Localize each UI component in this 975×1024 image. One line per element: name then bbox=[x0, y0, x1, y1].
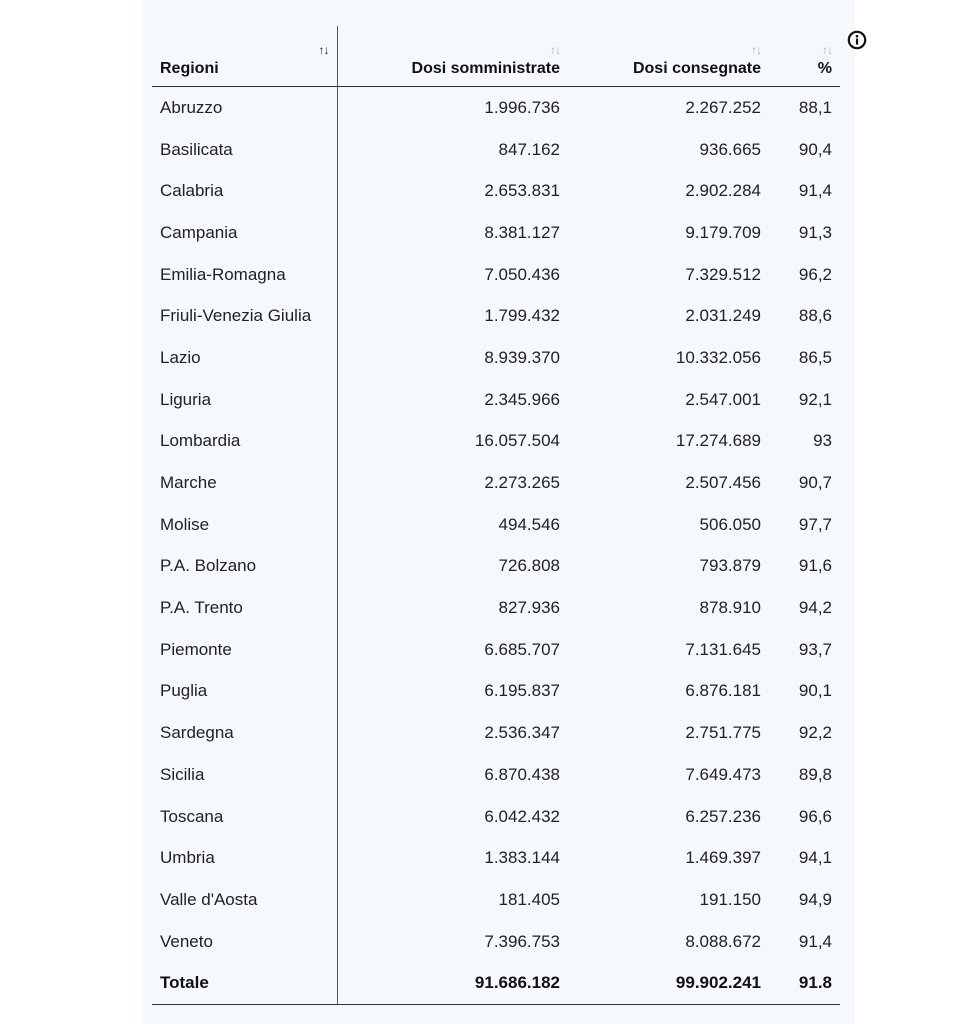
cell-dosi-somministrate: 1.383.144 bbox=[484, 848, 560, 868]
cell-dosi-consegnate: 9.179.709 bbox=[685, 222, 761, 242]
cell-percent: 90,4 bbox=[798, 139, 832, 159]
cell-dosi-consegnate: 10.332.056 bbox=[675, 347, 761, 367]
cell-percent: 92,2 bbox=[798, 723, 832, 743]
sort-arrows-icon[interactable]: ↑↓ bbox=[822, 43, 832, 57]
cell-region: Marche bbox=[152, 462, 337, 504]
cell-dosi-somministrate: 8.939.370 bbox=[484, 347, 560, 367]
cell-region: Valle d'Aosta bbox=[152, 879, 337, 921]
cell-dosi-somministrate: 6.870.438 bbox=[484, 764, 560, 784]
cell-dosi-consegnate: 2.267.252 bbox=[685, 97, 761, 117]
table-row bbox=[152, 212, 840, 254]
header-dosi-consegnate-label: Dosi consegnate bbox=[632, 60, 761, 77]
cell-region: Friuli-Venezia Giulia bbox=[152, 295, 337, 337]
header-percent[interactable] bbox=[769, 26, 840, 87]
cell-dosi-consegnate: 2.902.284 bbox=[685, 181, 761, 201]
table-row bbox=[152, 712, 840, 754]
cell-dosi-somministrate: 6.042.432 bbox=[484, 806, 560, 826]
cell-region: Lombardia bbox=[152, 421, 337, 463]
table-row bbox=[152, 170, 840, 212]
table-row bbox=[152, 504, 840, 546]
cell-percent: 86,5 bbox=[798, 347, 832, 367]
cell-dosi-consegnate: 878.910 bbox=[699, 598, 761, 618]
header-dosi-consegnate[interactable] bbox=[568, 26, 769, 87]
cell-region: Molise bbox=[152, 504, 337, 546]
header-dosi-somministrate-label: Dosi somministrate bbox=[411, 60, 560, 77]
cell-percent: 93,7 bbox=[798, 639, 832, 659]
cell-region: Sardegna bbox=[152, 712, 337, 754]
cell-percent: 94,2 bbox=[798, 598, 832, 618]
table-row bbox=[152, 837, 840, 879]
cell-dosi-somministrate: 8.381.127 bbox=[484, 222, 560, 242]
cell-dosi-somministrate: 2.273.265 bbox=[484, 473, 560, 493]
cell-percent: 93 bbox=[813, 431, 832, 451]
cell-dosi-somministrate: 726.808 bbox=[498, 556, 560, 576]
cell-percent: 91,3 bbox=[798, 222, 832, 242]
cell-dosi-consegnate: 506.050 bbox=[699, 514, 761, 534]
total-consegnate: 99.902.241 bbox=[568, 962, 769, 1004]
cell-region: Piemonte bbox=[152, 629, 337, 671]
header-regioni[interactable] bbox=[152, 26, 337, 87]
cell-region: Toscana bbox=[152, 796, 337, 838]
cell-dosi-consegnate: 7.649.473 bbox=[685, 764, 761, 784]
cell-dosi-somministrate: 6.195.837 bbox=[484, 681, 560, 701]
cell-dosi-somministrate: 181.405 bbox=[498, 889, 560, 909]
table-row bbox=[152, 671, 840, 713]
cell-percent: 90,7 bbox=[798, 473, 832, 493]
sort-arrows-icon[interactable]: ↑↓ bbox=[751, 43, 761, 57]
cell-percent: 88,1 bbox=[798, 97, 832, 117]
cell-dosi-somministrate: 1.996.736 bbox=[484, 97, 560, 117]
table-row bbox=[152, 379, 840, 421]
cell-dosi-somministrate: 2.345.966 bbox=[484, 389, 560, 409]
regional-doses-table bbox=[152, 26, 840, 1005]
cell-percent: 94,9 bbox=[798, 889, 832, 909]
cell-percent: 92,1 bbox=[798, 389, 832, 409]
total-somministrate: 91.686.182 bbox=[337, 962, 568, 1004]
cell-percent: 97,7 bbox=[798, 514, 832, 534]
table-row bbox=[152, 87, 840, 129]
table-row bbox=[152, 295, 840, 337]
cell-region: P.A. Bolzano bbox=[152, 546, 337, 588]
table-row bbox=[152, 546, 840, 588]
cell-percent: 94,1 bbox=[798, 848, 832, 868]
table-row bbox=[152, 796, 840, 838]
cell-dosi-consegnate: 2.507.456 bbox=[685, 473, 761, 493]
info-icon[interactable] bbox=[847, 30, 867, 50]
cell-region: Abruzzo bbox=[152, 87, 337, 129]
cell-dosi-consegnate: 6.876.181 bbox=[685, 681, 761, 701]
cell-dosi-consegnate: 793.879 bbox=[699, 556, 761, 576]
cell-dosi-consegnate: 7.329.512 bbox=[685, 264, 761, 284]
cell-dosi-consegnate: 1.469.397 bbox=[685, 848, 761, 868]
table-row bbox=[152, 754, 840, 796]
cell-region: Basilicata bbox=[152, 129, 337, 171]
table-row bbox=[152, 629, 840, 671]
cell-region: P.A. Trento bbox=[152, 587, 337, 629]
sort-arrows-icon[interactable]: ↑↓ bbox=[550, 43, 560, 57]
cell-region: Campania bbox=[152, 212, 337, 254]
cell-region: Liguria bbox=[152, 379, 337, 421]
cell-region: Veneto bbox=[152, 921, 337, 963]
cell-dosi-consegnate: 191.150 bbox=[699, 889, 761, 909]
cell-dosi-somministrate: 1.799.432 bbox=[484, 306, 560, 326]
table-row bbox=[152, 421, 840, 463]
cell-percent: 90,1 bbox=[798, 681, 832, 701]
table-row bbox=[152, 254, 840, 296]
header-regioni-label: Regioni bbox=[160, 60, 219, 77]
cell-percent: 96,6 bbox=[798, 806, 832, 826]
cell-dosi-somministrate: 2.653.831 bbox=[484, 181, 560, 201]
cell-region: Calabria bbox=[152, 170, 337, 212]
table-body bbox=[152, 87, 840, 1005]
cell-dosi-somministrate: 16.057.504 bbox=[474, 431, 560, 451]
cell-dosi-somministrate: 494.546 bbox=[498, 514, 560, 534]
total-label: Totale bbox=[152, 962, 337, 1004]
cell-dosi-consegnate: 7.131.645 bbox=[685, 639, 761, 659]
cell-region: Puglia bbox=[152, 671, 337, 713]
cell-percent: 91,6 bbox=[798, 556, 832, 576]
cell-dosi-somministrate: 827.936 bbox=[498, 598, 560, 618]
cell-dosi-consegnate: 6.257.236 bbox=[685, 806, 761, 826]
table-row bbox=[152, 129, 840, 171]
header-dosi-somministrate[interactable] bbox=[337, 26, 568, 87]
cell-dosi-consegnate: 936.665 bbox=[699, 139, 761, 159]
cell-dosi-consegnate: 2.547.001 bbox=[685, 389, 761, 409]
cell-dosi-consegnate: 17.274.689 bbox=[675, 431, 761, 451]
table-row bbox=[152, 462, 840, 504]
cell-percent: 91,4 bbox=[798, 181, 832, 201]
cell-dosi-somministrate: 7.050.436 bbox=[484, 264, 560, 284]
cell-percent: 88,6 bbox=[798, 306, 832, 326]
cell-percent: 96,2 bbox=[798, 264, 832, 284]
sort-arrows-icon[interactable]: ↑↓ bbox=[318, 43, 329, 57]
cell-percent: 89,8 bbox=[798, 764, 832, 784]
cell-dosi-consegnate: 2.031.249 bbox=[685, 306, 761, 326]
cell-percent: 91,4 bbox=[798, 931, 832, 951]
cell-dosi-somministrate: 7.396.753 bbox=[484, 931, 560, 951]
cell-region: Sicilia bbox=[152, 754, 337, 796]
cell-region: Emilia-Romagna bbox=[152, 254, 337, 296]
cell-dosi-somministrate: 847.162 bbox=[498, 139, 560, 159]
table-row bbox=[152, 879, 840, 921]
total-percent: 91.8 bbox=[769, 962, 840, 1004]
cell-region: Umbria bbox=[152, 837, 337, 879]
cell-region: Lazio bbox=[152, 337, 337, 379]
cell-dosi-somministrate: 2.536.347 bbox=[484, 723, 560, 743]
total-row bbox=[152, 962, 840, 1004]
cell-dosi-consegnate: 8.088.672 bbox=[685, 931, 761, 951]
cell-dosi-consegnate: 2.751.775 bbox=[685, 723, 761, 743]
cell-dosi-somministrate: 6.685.707 bbox=[484, 639, 560, 659]
header-percent-label: % bbox=[817, 60, 832, 77]
table-row bbox=[152, 587, 840, 629]
table-row bbox=[152, 337, 840, 379]
table-row bbox=[152, 921, 840, 963]
table-header-row bbox=[152, 26, 840, 87]
